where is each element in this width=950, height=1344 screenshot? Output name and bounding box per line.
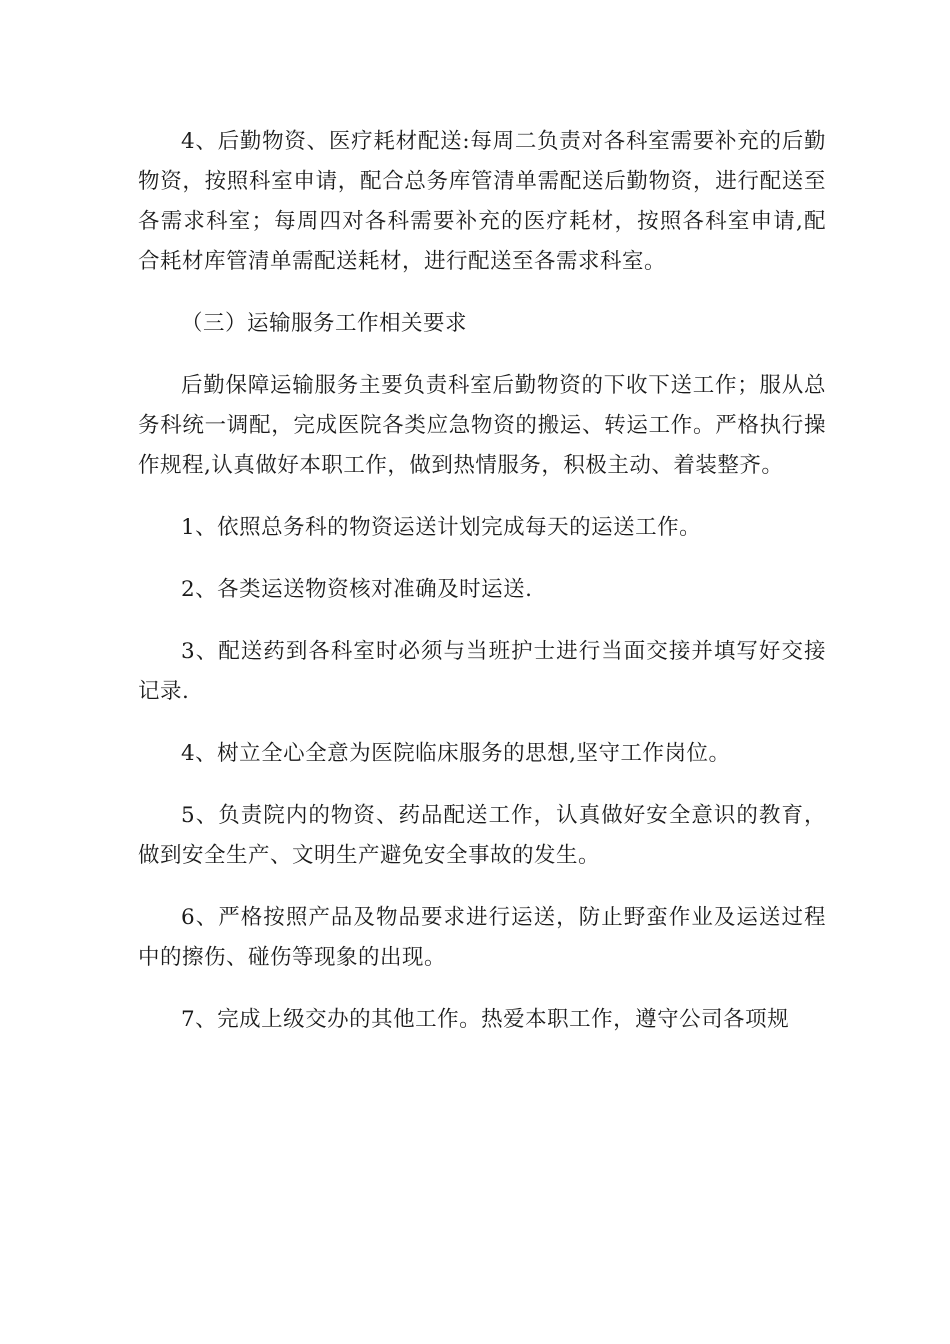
list-item-2: 2、各类运送物资核对准确及时运送. [181,577,533,602]
list-item-3: 3、配送药到各科室时必须与当班护士进行当面交接并填写好交接记录. [138,639,826,704]
section-heading-transport-requirements: （三）运输服务工作相关要求 [181,311,468,336]
document-body [138,122,826,1062]
list-item-6: 6、严格按照产品及物品要求进行运送，防止野蛮作业及运送过程中的擦伤、碰伤等现象的出现。 [138,905,826,970]
list-item-5: 5、负责院内的物资、药品配送工作，认真做好安全意识的教育，做到安全生产、文明生产避免安全事故的发生。 [138,803,826,868]
list-item-7: 7、完成上级交办的其他工作。热爱本职工作，遵守公司各项规 [181,1007,790,1032]
list-item-4: 4、树立全心全意为医院临床服务的思想,坚守工作岗位。 [181,741,731,766]
paragraph-logistics-distribution: 4、后勤物资、医疗耗材配送:每周二负责对各科室需要补充的后勤物资，按照科室申请，配合总务库管清单需配送后勤物资，进行配送至各需求科室；每周四对各科需要补充的医疗耗材，按照各科室申请,配合耗材库管清单需配送耗材，进行配送至各需求科室。 [138,129,826,274]
list-item-1: 1、依照总务科的物资运送计划完成每天的运送工作。 [181,515,702,540]
paragraph-transport-overview: 后勤保障运输服务主要负责科室后勤物资的下收下送工作；服从总务科统一调配，完成医院各类应急物资的搬运、转运工作。严格执行操作规程,认真做好本职工作，做到热情服务，积极主动、着装整齐。 [138,373,826,478]
